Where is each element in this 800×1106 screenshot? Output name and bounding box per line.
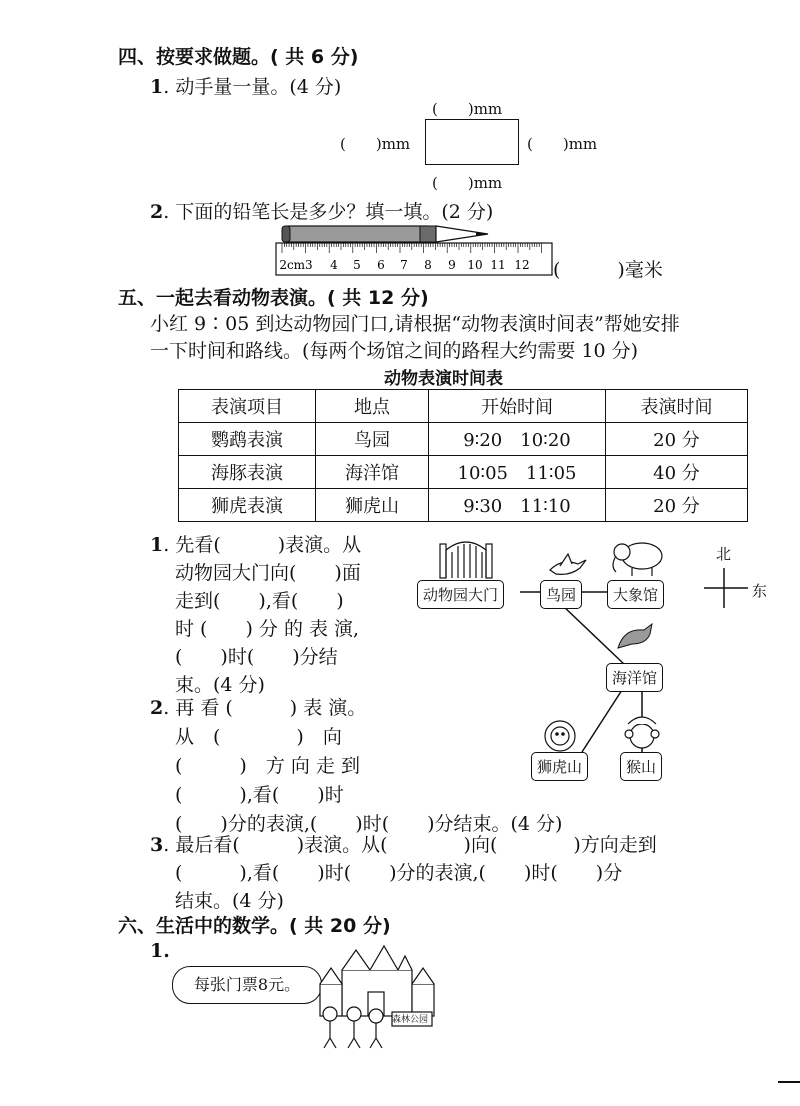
- question-line: 束。(4 分): [175, 674, 265, 696]
- question-line: 走到( ),看( ): [175, 590, 344, 612]
- intro-line-1: 小红 9∶05 到达动物园门口,请根据“动物表演时间表”帮她安排: [150, 313, 680, 335]
- pencil: [282, 226, 488, 242]
- ruler-tick-label: 2cm3: [279, 258, 313, 272]
- castle: [320, 946, 434, 1016]
- table-cell: 海洋馆: [316, 456, 429, 489]
- ruler-tick-label: 8: [424, 258, 432, 272]
- table-cell: 20 分: [606, 423, 748, 456]
- header-cell: 开始时间: [429, 390, 606, 423]
- table-cell: 40 分: [606, 456, 748, 489]
- intro-line-2: 一下时间和路线。(每两个场馆之间的路程大约需要 10 分): [150, 340, 639, 362]
- ruler-tick-label: 9: [448, 258, 456, 272]
- castle-and-children-illustration: [310, 940, 440, 1050]
- question-line: ( ),看( )时: [175, 784, 344, 806]
- question-line: ( )时( )分结: [175, 646, 338, 668]
- question-number: 2: [150, 697, 164, 719]
- ruler-tick-label: 5: [353, 258, 361, 272]
- table-cell: 9∶30 11∶10: [429, 489, 606, 522]
- children: [323, 1007, 383, 1048]
- header-cell: 表演项目: [179, 390, 316, 423]
- question-line: 动物园大门向( )面: [175, 562, 361, 584]
- map-node-monkey-hill: 猴山: [620, 752, 662, 781]
- ruler-tick-label: 4: [330, 258, 338, 272]
- zoo-map: [410, 530, 790, 790]
- question-line: ( ),看( )时( )分的表演,( )时( )分: [175, 862, 623, 884]
- question-line: 从 ( ) 向: [175, 726, 342, 748]
- ruler-tick-label: 11: [490, 258, 506, 272]
- question-text: . 动手量一量。(4 分): [163, 76, 342, 98]
- ticket-price-bubble: [172, 966, 322, 1004]
- table-cell: 9∶20 10∶20: [429, 423, 606, 456]
- elephant-icon: [613, 543, 662, 576]
- table-cell: 10∶05 11∶05: [429, 456, 606, 489]
- table-cell: 狮虎山: [316, 489, 429, 522]
- question-line: ( ) 方 向 走 到: [175, 755, 360, 777]
- section-4-title: 四、按要求做题。( 共 6 分): [118, 46, 359, 68]
- measure-bottom-blank: ( )mm: [432, 174, 503, 192]
- measure-right-blank: ( )mm: [527, 135, 598, 153]
- ruler: [276, 243, 552, 275]
- schedule-table: [178, 389, 748, 522]
- table-cell: 狮虎表演: [179, 489, 316, 522]
- question-line: . 最后看( )表演。从( )向( )方向走到: [163, 834, 657, 856]
- table-cell: 鹦鹉表演: [179, 423, 316, 456]
- table-cell: 海豚表演: [179, 456, 316, 489]
- question-4-1: [150, 72, 341, 99]
- map-node-lion-hill: 狮虎山: [531, 752, 588, 781]
- table-title: 动物表演时间表: [384, 369, 503, 389]
- ruler-tick-label: 7: [400, 258, 408, 272]
- dolphin-icon: [618, 624, 652, 648]
- question-number: 3: [150, 834, 164, 856]
- ruler-tick-label: 6: [377, 258, 385, 272]
- bird-icon: [550, 554, 586, 574]
- measure-left-blank: ( )mm: [340, 135, 411, 153]
- compass: [704, 568, 748, 608]
- question-line: ( )分的表演,( )时( )分结束。(4 分): [175, 813, 563, 835]
- question-line: 时 ( ) 分 的 表 演,: [175, 618, 360, 640]
- question-number: 1: [150, 534, 164, 556]
- pencil-ruler-figure: [270, 218, 560, 278]
- table-row: [179, 489, 748, 522]
- measure-top-blank: ( )mm: [432, 100, 503, 118]
- map-node-ocean-hall: 海洋馆: [606, 663, 663, 692]
- ruler-tick-label: 10: [467, 258, 483, 272]
- table-row: [179, 456, 748, 489]
- bubble-text: 每张门票8元。: [193, 975, 301, 994]
- monkey-icon: [625, 717, 659, 748]
- compass-north-label: 北: [716, 545, 732, 563]
- question-number: 2: [150, 201, 164, 223]
- park-sign-text: 森林公园: [392, 1015, 429, 1025]
- gate-icon: [440, 542, 492, 578]
- ruler-tick-label: 12: [514, 258, 530, 272]
- header-cell: 地点: [316, 390, 429, 423]
- map-node-elephant-hall: 大象馆: [607, 580, 664, 609]
- header-cell: 表演时间: [606, 390, 748, 423]
- question-line: 结束。(4 分): [175, 890, 284, 912]
- question-5-3: [150, 831, 657, 915]
- question-6-1-number: 1.: [150, 940, 170, 962]
- lion-icon: [545, 721, 575, 751]
- compass-east-label: 东: [752, 582, 768, 600]
- question-number: 1: [150, 76, 164, 98]
- section-6-title: 六、生活中的数学。( 共 20 分): [118, 915, 391, 937]
- pencil-length-answer: ( )毫米: [553, 259, 663, 281]
- question-5-1: [150, 531, 361, 699]
- table-cell: 鸟园: [316, 423, 429, 456]
- map-node-bird-garden: 鸟园: [540, 580, 582, 609]
- table-header-row: [179, 390, 748, 423]
- question-line: . 先看( )表演。从: [163, 534, 362, 556]
- map-node-gate: 动物园大门: [417, 580, 504, 609]
- table-cell: 20 分: [606, 489, 748, 522]
- page-edge-mark: [778, 1081, 800, 1083]
- question-text: . 下面的铅笔长是多少？填一填。(2 分): [163, 201, 494, 223]
- table-row: [179, 423, 748, 456]
- question-line: . 再 看 ( ) 表 演。: [163, 697, 367, 719]
- measure-rectangle: [425, 119, 519, 165]
- section-5-title: 五、一起去看动物表演。( 共 12 分): [118, 287, 429, 309]
